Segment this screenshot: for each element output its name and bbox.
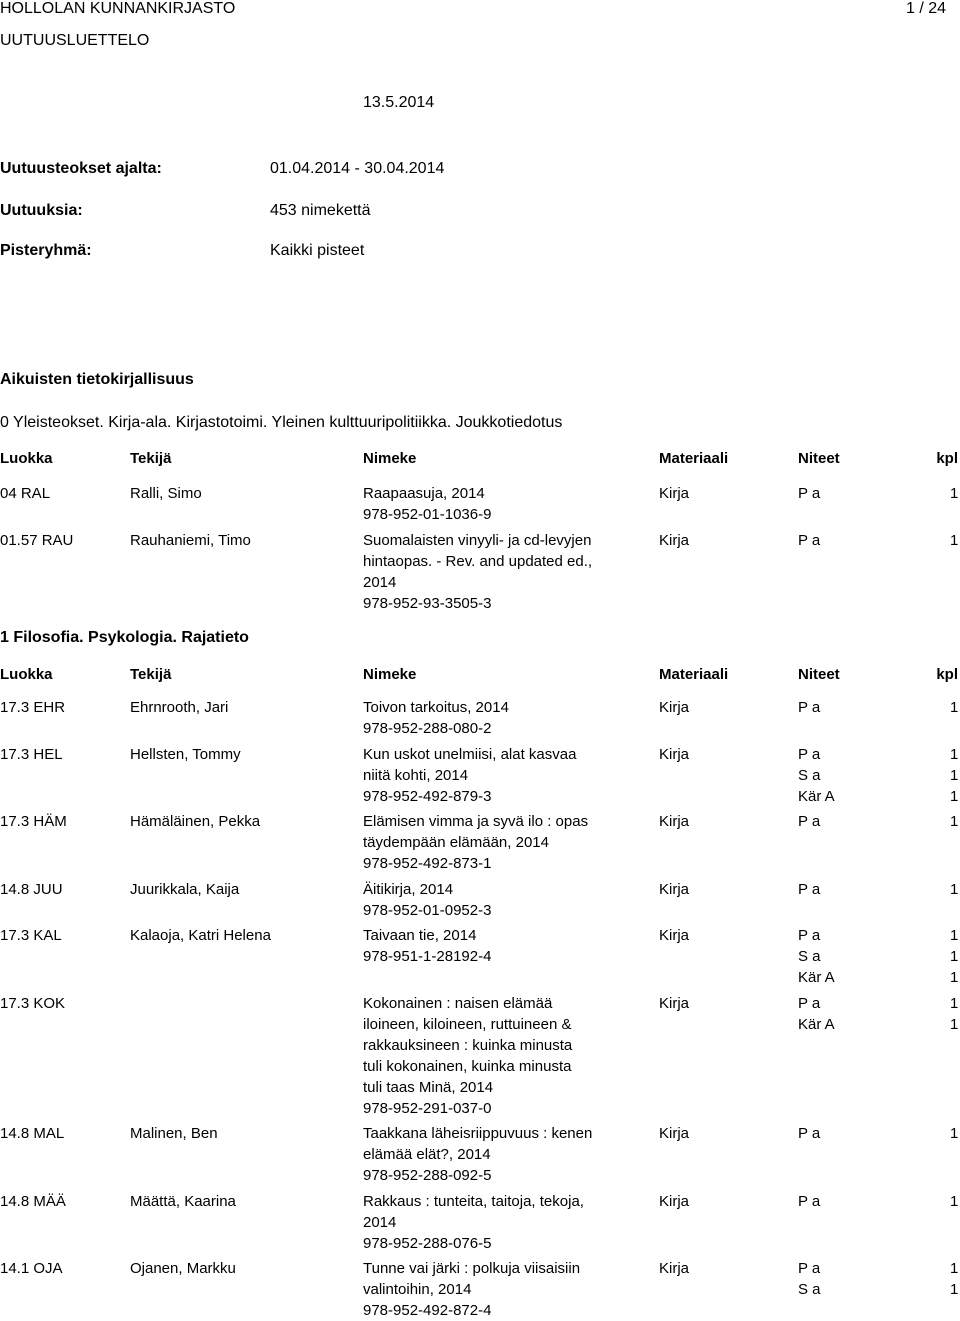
title-line: rakkauksineen : kuinka minusta (363, 1036, 573, 1054)
item-code: P a (798, 1260, 821, 1277)
class-code: 14.8 MÄÄ (0, 1192, 66, 1210)
items-cell (798, 744, 835, 807)
author: Hämäläinen, Pekka (130, 813, 261, 830)
title-line: Äitikirja, 2014 (363, 880, 454, 898)
group-label: Pisteryhmä: (0, 242, 92, 259)
item-count: 1 (950, 745, 959, 763)
items-cell (798, 925, 835, 988)
material: Kirja (659, 927, 690, 944)
title-line: 2014 (363, 573, 397, 591)
class-code: 14.8 JUU (0, 880, 63, 898)
items-cell (798, 1191, 820, 1212)
count-value: 453 nimekettä (270, 202, 371, 219)
title-line: tuli taas Minä, 2014 (363, 1078, 494, 1096)
item-count: 1 (950, 1260, 959, 1277)
items-cell (798, 879, 820, 900)
table-row (0, 530, 960, 614)
item-code: P a (798, 813, 821, 830)
period-label: Uutuusteokset ajalta: (0, 160, 162, 177)
page-number: 1 / 24 (905, 0, 946, 17)
class-code: 01.57 RAU (0, 531, 74, 549)
title-line: Elämisen vimma ja syvä ilo : opas (363, 813, 589, 830)
item-code: S a (798, 1281, 821, 1298)
count-cell (950, 483, 958, 504)
col-head-author: Tekijä (130, 666, 172, 683)
table-row (0, 1258, 960, 1321)
items-cell (798, 483, 820, 504)
col-head-class: Luokka (0, 450, 53, 467)
title-line: elämää elät?, 2014 (363, 1146, 491, 1163)
count-cell (950, 697, 958, 718)
item-code: Kär A (798, 787, 835, 805)
title-line: Suomalaisten vinyyli- ja cd-levyjen (363, 531, 592, 549)
isbn: 978-952-492-873-1 (363, 855, 492, 872)
isbn: 978-952-492-872-4 (363, 1302, 492, 1319)
col-head-material: Materiaali (659, 666, 729, 683)
isbn: 978-952-01-0952-3 (363, 901, 492, 919)
title-line: hintaopas. - Rev. and updated ed., (363, 552, 593, 570)
isbn: 978-952-492-879-3 (363, 787, 492, 805)
item-count: 1 (950, 766, 959, 784)
count-label: Uutuuksia: (0, 202, 83, 219)
class-code: 14.1 OJA (0, 1260, 63, 1277)
col-head-count: kpl (936, 666, 958, 683)
item-count: 1 (950, 880, 959, 898)
table-row (0, 993, 960, 1119)
col-head-count: kpl (936, 450, 958, 467)
material: Kirja (659, 1125, 690, 1142)
table-row (0, 811, 960, 874)
col-head-author: Tekijä (130, 450, 172, 467)
item-code: Kär A (798, 969, 835, 986)
item-count: 1 (950, 948, 959, 965)
title-line: tuli kokonainen, kuinka minusta (363, 1057, 572, 1075)
author: Ralli, Simo (130, 485, 202, 502)
title-cell (363, 1191, 628, 1254)
item-code: P a (798, 485, 821, 502)
title-cell (363, 879, 628, 921)
title-line: 2014 (363, 1213, 397, 1231)
isbn: 978-952-291-037-0 (363, 1099, 492, 1117)
class-code: 17.3 HEL (0, 745, 63, 763)
title-line: Kun uskot unelmiisi, alat kasvaa (363, 745, 577, 763)
material: Kirja (659, 994, 690, 1012)
title-cell (363, 993, 628, 1119)
col-head-title: Nimeke (363, 450, 417, 467)
item-code: P a (798, 1125, 821, 1142)
period-value: 01.04.2014 - 30.04.2014 (270, 160, 445, 177)
title-cell (363, 744, 628, 807)
count-cell (950, 993, 958, 1035)
item-code: P a (798, 745, 821, 763)
author: Määttä, Kaarina (130, 1192, 236, 1210)
class-code: 17.3 EHR (0, 699, 66, 716)
item-count: 1 (950, 485, 959, 502)
section-title: 1 Filosofia. Psykologia. Rajatieto (0, 629, 249, 646)
title-line: täydempään elämään, 2014 (363, 834, 549, 851)
material: Kirja (659, 1192, 690, 1210)
item-code: Kär A (798, 1015, 835, 1033)
class-code: 17.3 HÄM (0, 813, 67, 830)
count-cell (950, 879, 958, 900)
author: Ehrnrooth, Jari (130, 699, 229, 716)
col-head-title: Nimeke (363, 666, 417, 683)
report-date: 13.5.2014 (363, 94, 435, 111)
class-code: 04 RAL (0, 485, 51, 502)
item-code: S a (798, 766, 821, 784)
material: Kirja (659, 1260, 690, 1277)
items-cell (798, 811, 820, 832)
list-title: UUTUUSLUETTELO (0, 32, 150, 49)
isbn: 978-952-01-1036-9 (363, 506, 492, 523)
col-head-class: Luokka (0, 666, 53, 683)
item-code: P a (798, 880, 821, 898)
table-row (0, 1191, 960, 1254)
table-row (0, 925, 960, 988)
material: Kirja (659, 531, 690, 549)
table-row (0, 744, 960, 807)
title-cell (363, 530, 628, 614)
count-cell (950, 1191, 958, 1212)
count-cell (950, 811, 958, 832)
title-line: Taakkana läheisriippuvuus : kenen (363, 1125, 593, 1142)
item-code: P a (798, 531, 821, 549)
col-head-material: Materiaali (659, 450, 729, 467)
item-count: 1 (950, 994, 959, 1012)
table-row (0, 697, 960, 739)
item-count: 1 (950, 699, 959, 716)
items-cell (798, 993, 835, 1035)
material: Kirja (659, 699, 690, 716)
table-row (0, 1123, 960, 1186)
isbn: 978-952-93-3505-3 (363, 594, 492, 612)
item-count: 1 (950, 927, 959, 944)
title-line: valintoihin, 2014 (363, 1281, 472, 1298)
title-line: Taivaan tie, 2014 (363, 927, 477, 944)
title-line: Tunne vai järki : polkuja viisaisiin (363, 1260, 581, 1277)
item-count: 1 (950, 787, 959, 805)
material: Kirja (659, 745, 690, 763)
title-cell (363, 925, 628, 967)
item-count: 1 (950, 1015, 959, 1033)
item-code: P a (798, 927, 821, 944)
item-count: 1 (950, 531, 959, 549)
section-title: 0 Yleisteokset. Kirja-ala. Kirjastotoimi. Yleinen kulttuuripolitiikka. Joukkotiedotus (0, 414, 563, 431)
count-cell (950, 925, 958, 988)
item-count: 1 (950, 969, 959, 986)
title-cell (363, 697, 628, 739)
table-row (0, 483, 960, 525)
title-line: Toivon tarkoitus, 2014 (363, 699, 509, 716)
isbn: 978-951-1-28192-4 (363, 948, 492, 965)
count-cell (950, 1258, 958, 1300)
isbn: 978-952-288-076-5 (363, 1234, 492, 1252)
class-code: 17.3 KOK (0, 994, 66, 1012)
title-line: Rakkaus : tunteita, taitoja, tekoja, (363, 1192, 584, 1210)
item-code: P a (798, 994, 821, 1012)
material: Kirja (659, 485, 690, 502)
items-cell (798, 1258, 821, 1300)
material: Kirja (659, 813, 690, 830)
col-head-items: Niteet (798, 450, 840, 467)
items-cell (798, 530, 820, 551)
material: Kirja (659, 880, 690, 898)
count-cell (950, 530, 958, 551)
title-cell (363, 1123, 628, 1186)
count-cell (950, 744, 958, 807)
items-cell (798, 697, 820, 718)
class-code: 17.3 KAL (0, 927, 62, 944)
author: Hellsten, Tommy (130, 745, 241, 763)
item-code: P a (798, 699, 821, 716)
title-line: iloineen, kiloineen, ruttuineen & (363, 1015, 572, 1033)
group-value: Kaikki pisteet (270, 242, 365, 259)
item-count: 1 (950, 813, 959, 830)
item-code: S a (798, 948, 821, 965)
author: Rauhaniemi, Timo (130, 531, 251, 549)
title-line: Kokonainen : naisen elämää (363, 994, 553, 1012)
author: Malinen, Ben (130, 1125, 218, 1142)
title-cell (363, 483, 628, 525)
author: Ojanen, Markku (130, 1260, 236, 1277)
table-row (0, 879, 960, 921)
title-line: Raapaasuja, 2014 (363, 485, 485, 502)
title-line: niitä kohti, 2014 (363, 766, 469, 784)
author: Juurikkala, Kaija (130, 880, 240, 898)
items-cell (798, 1123, 820, 1144)
item-count: 1 (950, 1281, 959, 1298)
title-cell (363, 1258, 628, 1321)
item-count: 1 (950, 1125, 959, 1142)
isbn: 978-952-288-092-5 (363, 1167, 492, 1184)
count-cell (950, 1123, 958, 1144)
library-name: HOLLOLAN KUNNANKIRJASTO (0, 0, 236, 17)
col-head-items: Niteet (798, 666, 840, 683)
category-title: Aikuisten tietokirjallisuus (0, 371, 194, 388)
class-code: 14.8 MAL (0, 1125, 65, 1142)
author: Kalaoja, Katri Helena (130, 927, 271, 944)
item-code: P a (798, 1192, 821, 1210)
isbn: 978-952-288-080-2 (363, 720, 492, 737)
title-cell (363, 811, 628, 874)
item-count: 1 (950, 1192, 959, 1210)
